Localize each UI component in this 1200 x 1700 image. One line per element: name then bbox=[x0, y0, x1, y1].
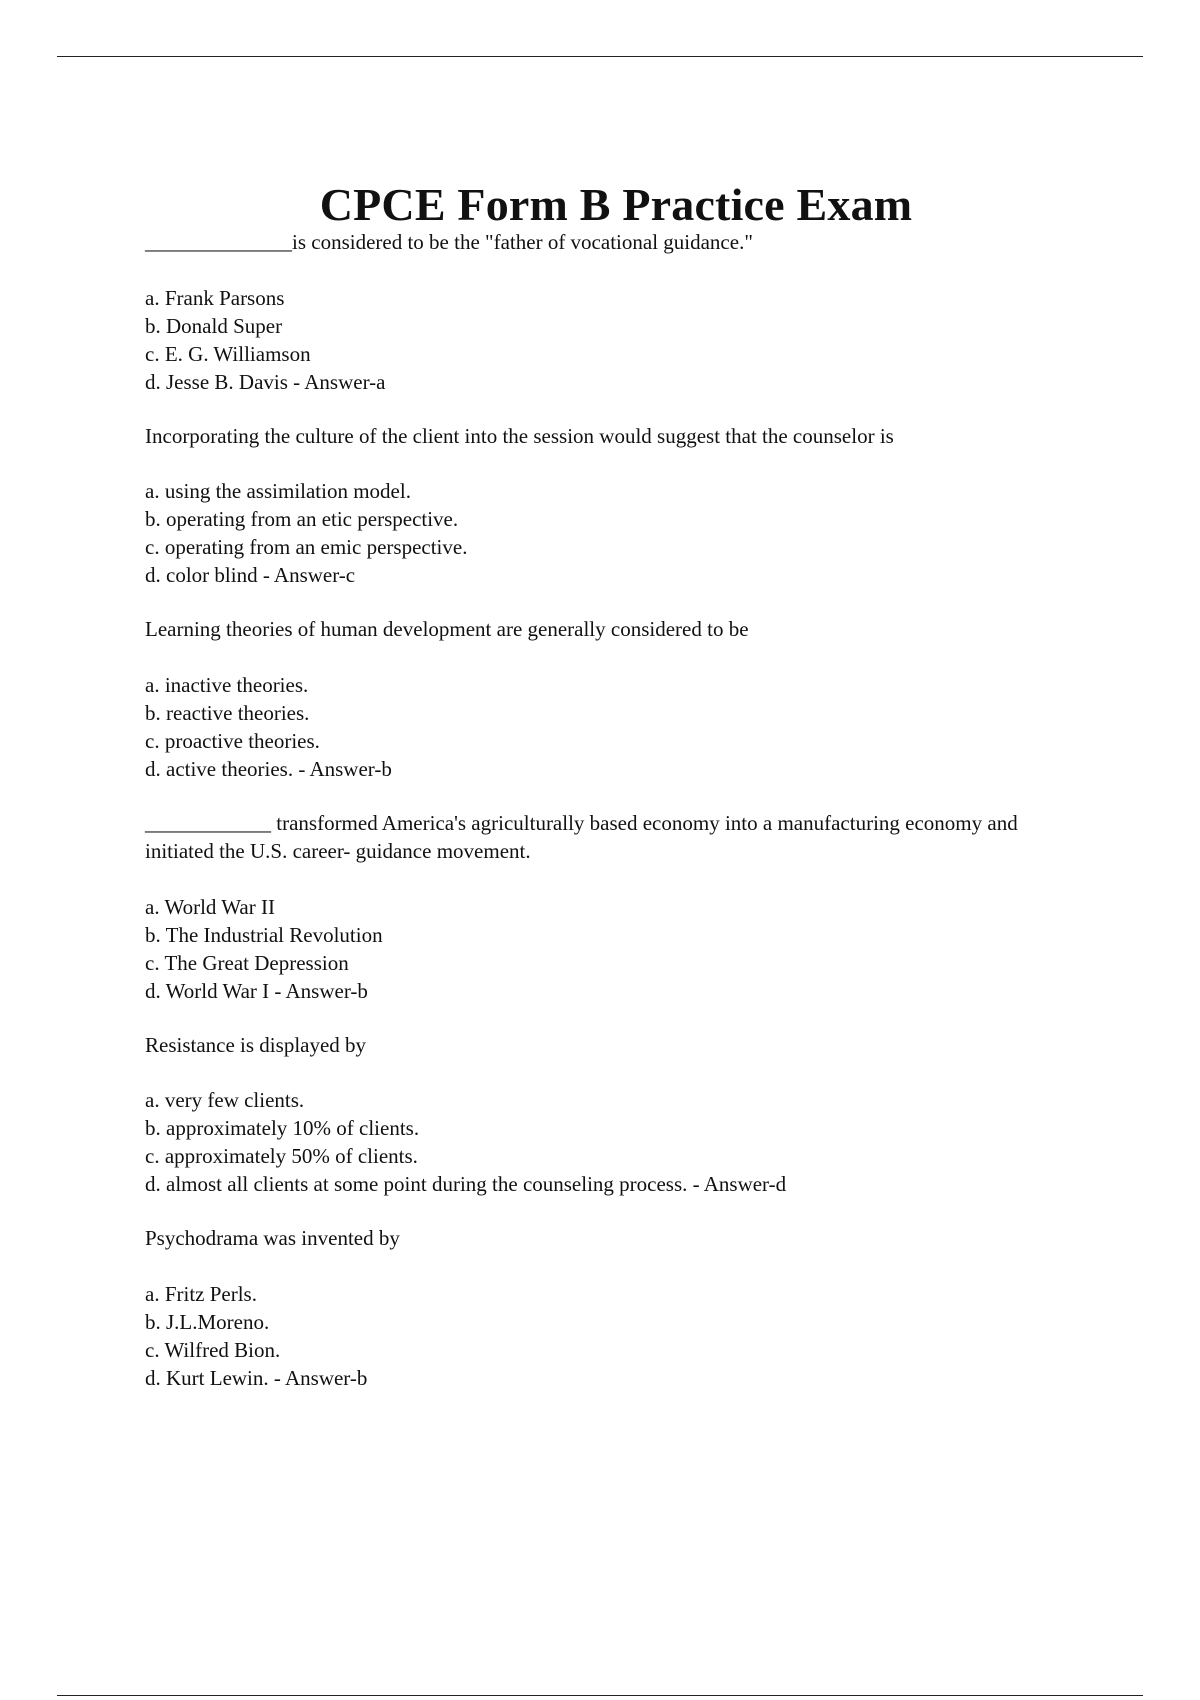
question-4 bbox=[145, 809, 1065, 1005]
option-d-with-answer: d. Jesse B. Davis - Answer-a bbox=[145, 369, 386, 394]
bottom-rule bbox=[57, 1695, 1143, 1696]
option-d-with-answer: d. Kurt Lewin. - Answer-b bbox=[145, 1365, 368, 1390]
option-b: b. reactive theories. bbox=[145, 700, 310, 725]
option-b: b. Donald Super bbox=[145, 313, 283, 338]
answer-options bbox=[145, 1280, 1065, 1392]
option-d-with-answer: d. almost all clients at some point during the counseling process. - Answer-d bbox=[145, 1172, 787, 1196]
answer-options bbox=[145, 893, 1065, 1005]
page-title: CPCE Form B Practice Exam bbox=[319, 178, 913, 230]
option-b: b. The Industrial Revolution bbox=[145, 922, 383, 947]
question-text: ____________ transformed America's agriculturally based economy into a manufacturing economy and initiated the U.S. career- guidance movement. bbox=[145, 810, 1018, 863]
answer-options bbox=[145, 671, 1065, 783]
question-6 bbox=[145, 1224, 1065, 1392]
option-b: b. J.L.Moreno. bbox=[145, 1309, 270, 1334]
option-c: c. approximately 50% of clients. bbox=[145, 1144, 418, 1168]
option-a: a. very few clients. bbox=[145, 1088, 305, 1112]
question-text: Psychodrama was invented by bbox=[145, 1226, 400, 1250]
answer-options bbox=[145, 1086, 1065, 1198]
option-c: c. operating from an emic perspective. bbox=[145, 535, 468, 559]
answer-options bbox=[145, 284, 1065, 396]
option-c: c. The Great Depression bbox=[145, 950, 349, 975]
option-d-with-answer: d. World War I - Answer-b bbox=[145, 978, 368, 1003]
option-b: b. approximately 10% of clients. bbox=[145, 1116, 420, 1140]
question-text: ______________is considered to be the "father of vocational guidance." bbox=[145, 230, 753, 254]
question-1 bbox=[145, 228, 1065, 396]
question-3 bbox=[145, 615, 1065, 783]
option-a: a. inactive theories. bbox=[145, 672, 309, 697]
top-rule bbox=[57, 56, 1143, 57]
option-c: c. E. G. Williamson bbox=[145, 341, 311, 366]
option-d-with-answer: d. active theories. - Answer-b bbox=[145, 756, 392, 781]
option-a: a. Fritz Perls. bbox=[145, 1281, 257, 1306]
answer-options bbox=[145, 477, 1065, 589]
question-list bbox=[145, 228, 1065, 1418]
question-text: Resistance is displayed by bbox=[145, 1032, 367, 1057]
option-c: c. proactive theories. bbox=[145, 728, 320, 753]
question-5 bbox=[145, 1031, 1065, 1199]
question-2 bbox=[145, 422, 1065, 590]
question-text: Incorporating the culture of the client into the session would suggest that the counselor is bbox=[145, 423, 894, 448]
option-a: a. Frank Parsons bbox=[145, 285, 285, 310]
option-d-with-answer: d. color blind - Answer-c bbox=[145, 563, 356, 587]
question-text: Learning theories of human development are generally considered to be bbox=[145, 617, 749, 641]
option-a: a. using the assimilation model. bbox=[145, 479, 411, 503]
option-b: b. operating from an etic perspective. bbox=[145, 507, 459, 531]
option-a: a. World War II bbox=[145, 894, 275, 919]
option-c: c. Wilfred Bion. bbox=[145, 1337, 281, 1362]
